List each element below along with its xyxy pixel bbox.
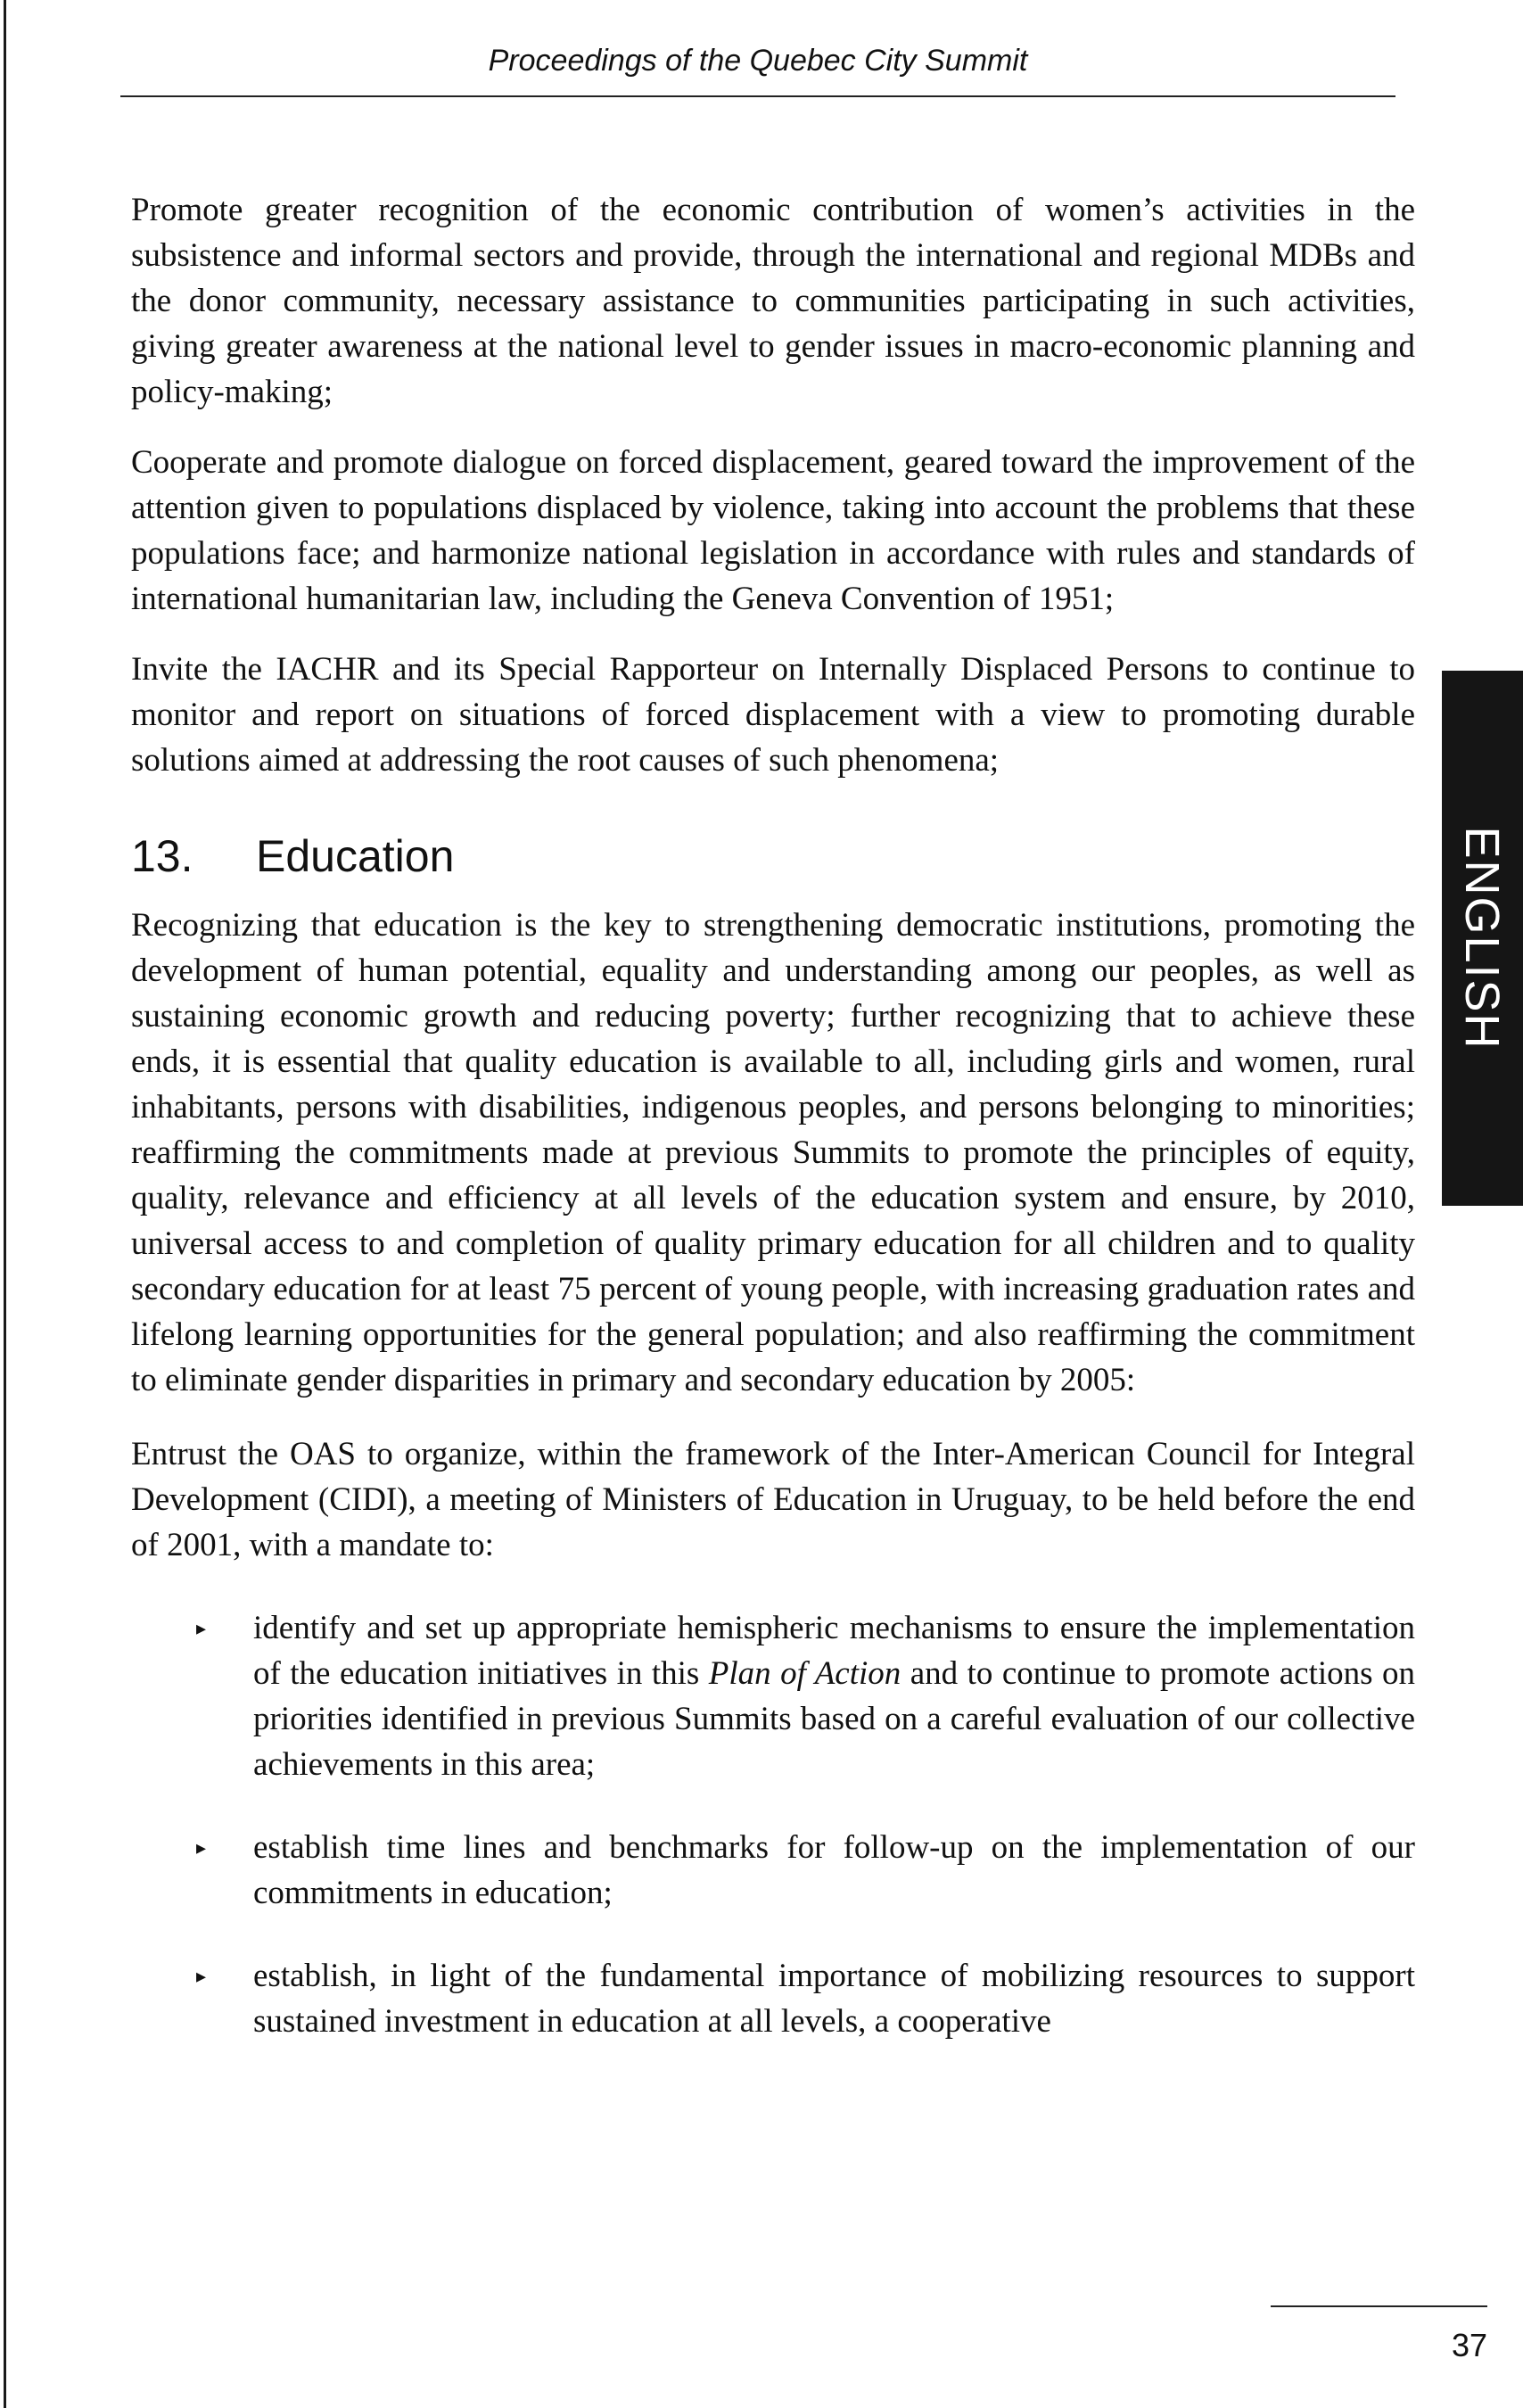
section-number: 13.	[131, 831, 193, 881]
header-rule	[120, 95, 1395, 97]
footer-rule	[1271, 2305, 1487, 2307]
mandate-bullet-list	[131, 1605, 1415, 2044]
list-item	[131, 1825, 1415, 1916]
section-heading	[131, 829, 1415, 883]
list-item	[131, 1605, 1415, 1787]
bullet-triangle-icon: ▸	[196, 1617, 207, 1639]
book-spine-edge	[4, 0, 6, 2408]
language-side-tab	[1442, 671, 1523, 1206]
bullet-text: establish, in light of the fundamental importance of mobilizing resources to support sustained investment in education at all levels, a cooperative	[253, 1958, 1415, 2040]
list-item	[131, 1953, 1415, 2044]
page-body	[131, 187, 1415, 2044]
plan-of-action-emphasis: Plan of Action	[708, 1655, 901, 1692]
bullet-text: establish time lines and benchmarks for follow-up on the implementation of our commitments in education;	[253, 1829, 1415, 1911]
bullet-triangle-icon: ▸	[196, 1965, 207, 1987]
bullet-triangle-icon: ▸	[196, 1836, 207, 1859]
paragraph-women-contribution: Promote greater recognition of the economic contribution of women’s activities in the subsistence and informal sectors and provide, through the international and regional MDBs and the donor community, necessary assistance to communities participating in such activities, giving greater awareness at the national level to gender issues in macro-economic planning and policy-making;	[131, 192, 1415, 410]
bullet-text-after: and to continue to promote actions on priorities identified in previous Summits based on a careful evaluation of our collective achievements in this area;	[253, 1655, 1415, 1783]
page-number: 37	[1451, 2327, 1487, 2363]
section-title: Education	[256, 831, 455, 881]
running-header: Proceedings of the Quebec City Summit	[488, 44, 1028, 78]
paragraph-iachr-rapporteur: Invite the IACHR and its Special Rapporteur on Internally Displaced Persons to continue to monitor and report on situations of forced displacement with a view to promoting durable solutions aimed at addressing the root causes of such phenomena;	[131, 651, 1415, 779]
section-intro-paragraph: Recognizing that education is the key to strengthening democratic institutions, promoting the development of human potential, equality and understanding among our peoples, as well as sustaining economic growth and reducing poverty; further recognizing that to achieve these ends, it is essential that quality education is available to all, including girls and women, rural inhabitants, persons with disabilities, indigenous peoples, and persons belonging to minorities; reaffirming the commitments made at previous Summits to promote the principles of equity, quality, relevance and efficiency at all levels of the education system and ensure, by 2010, universal access to and completion of quality primary education for all children and to quality secondary education for at least 75 percent of young people, with increasing graduation rates and lifelong learning opportunities for the general population; and also reaffirming the commitment to eliminate gender disparities in primary and secondary education by 2005:	[131, 907, 1415, 1398]
language-label: ENGLISH	[1455, 826, 1509, 1051]
bullet-text-before: identify and set up appropriate hemispheric mechanisms to ensure the implementation of the education initiatives in this	[253, 1610, 1415, 1692]
paragraph-forced-displacement: Cooperate and promote dialogue on forced displacement, geared toward the improvement of the attention given to populations displaced by violence, taking into account the problems that these populations face; and harmonize national legislation in accordance with rules and standards of international humanitarian law, including the Geneva Convention of 1951;	[131, 444, 1415, 617]
mandate-paragraph: Entrust the OAS to organize, within the framework of the Inter-American Council for Integral Development (CIDI), a meeting of Ministers of Education in Uruguay, to be held before the end of 2001, with a mandate to:	[131, 1436, 1415, 1563]
